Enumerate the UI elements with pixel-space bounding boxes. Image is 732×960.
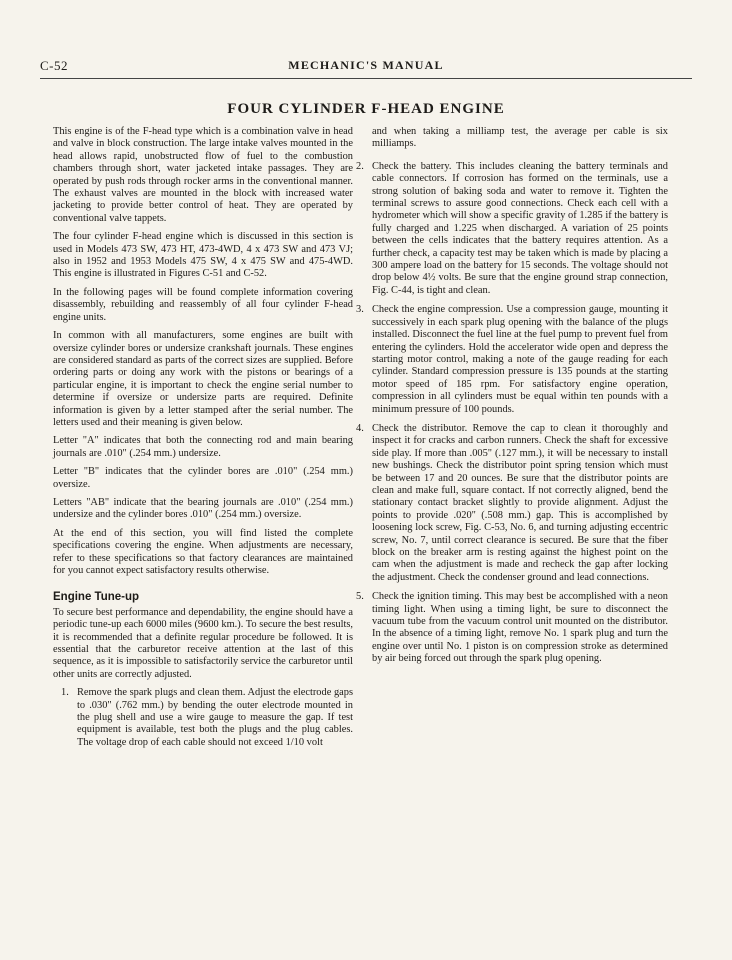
page-header	[40, 58, 692, 79]
list-item-step-5	[356, 591, 668, 665]
models-paragraph: The four cylinder F-head engine which is discussed in this section is used in Models 473 SW, 473 HT, 473-4WD, 4 x 473 SW and 473 VJ; also in 1952 and 1953 Models 475 SW, 4 x 475 SW and 475-4WD. This engine is illustrated in Figures C-51 and C-52.	[53, 231, 353, 280]
right-column	[356, 126, 668, 673]
step-1-continued: and when taking a milliamp test, the average per cable is six milliamps.	[372, 126, 668, 150]
tuneup-intro-paragraph: To secure best performance and dependability, the engine should have a periodic tune-up each 6000 miles (9600 km.). To secure the best results, it is recommended that a definite regular procedure be followed. It is essential that the carburetor receive attention at the last of this sequence, as it is impossible to satisfactorily service the carburetor until other units are correctly adjusted.	[53, 606, 353, 680]
step-text: Check the battery. This includes cleaning the battery terminals and cable connectors. If corrosion has formed on the terminals, use a strong solution of baking soda and water to remove it. Tighten the terminal screws to assure good connections. Check each cell with a hydrometer which will show a specific gravity of 1.285 if the battery is fully charged and 1.225 when discharged. A variation of 25 points between the cells indicates that the battery requires attention. As a further check, a capacity test may be taken which is made by placing a 300 ampere load on the battery for 15 seconds. The voltage should not drop below 4½ volts. Be sure that the engine ground strap connection, Fig. C-44, is tight and clean.	[372, 160, 668, 296]
letter-b-paragraph: Letter "B" indicates that the cylinder bores are .010" (.254 mm.) oversize.	[53, 466, 353, 490]
list-item-step-1	[61, 687, 353, 749]
running-head: MECHANIC'S MANUAL	[288, 58, 444, 72]
left-column	[53, 126, 353, 756]
list-item-step-3	[356, 304, 668, 416]
step-number: 4.	[356, 422, 364, 434]
list-item-step-4	[356, 423, 668, 584]
intro-paragraph: This engine is of the F-head type which is a combination valve in head and valve in block construction. The large intake valves mounted in the head allows rapid, unobstructed flow of fuel to the combustion chambers through short, water jacketed intake passages. They are operated by push rods through rocker arms in the conventional manner. The exhaust valves are mounted in the block with increased water jacketing to provide better control of heat. They are operated by conventional valve tappets.	[53, 126, 353, 224]
step-text: Check the ignition timing. This may best be accomplished with a neon timing light. When using a timing light, be sure to disconnect the vacuum tube from the vacuum control unit mounted on the distributor. In the absence of a timing light, remove No. 1 spark plug and turn the engine over until No. 1 piston is on compression stroke as determined by air being forced out through the spark plug opening.	[372, 591, 668, 665]
list-item-step-2	[356, 161, 668, 297]
page-title: FOUR CYLINDER F-HEAD ENGINE	[227, 101, 505, 117]
letter-a-paragraph: Letter "A" indicates that both the connecting rod and main bearing journals are .010" (.254 mm.) undersize.	[53, 435, 353, 459]
letters-ab-paragraph: Letters "AB" indicate that the bearing journals are .010" (.254 mm.) undersize and the cylinder bores .010" (.254 mm.) oversize.	[53, 496, 353, 521]
step-text: Check the engine compression. Use a compression gauge, mounting it successively in each spark plug opening with the balance of the plugs installed. Disconnect the fuel line at the fuel pump to prevent fuel from entering the cylinders. Hold the accelerator wide open and depress the starting motor control, making a note of the gauge reading for each cylinder. Standard compression pressure is 135 pounds at the starting motor speed of 185 rpm. For satisfactory engine operation, compression in all cylinders must be equal within ten pounds with a minimum pressure of 100 pounds.	[372, 304, 668, 415]
step-number: 5.	[356, 591, 364, 603]
step-number: 3.	[356, 304, 364, 316]
oversize-paragraph: In common with all manufacturers, some engines are built with oversize cylinder bores or undersize crankshaft journals. These engines are considered standard as parts of the correct sizes are supplied. Before ordering parts or doing any work with the pistons or bearings of a particular engine, it is important to check the engine serial number to determine if oversize or undersize parts are required. Definite information is given by a letter stamped after the serial number. The letters used and their meaning is given below.	[53, 330, 353, 428]
step-number: 1.	[61, 687, 69, 699]
coverage-paragraph: In the following pages will be found complete information covering disassembly, rebuilding and reassembly of all four cylinder F-head engine units.	[53, 286, 353, 323]
specifications-paragraph: At the end of this section, you will find listed the complete specifications covering the engine. When adjustments are necessary, refer to these specifications so that factory clearances are maintained for you cannot expect satisfactory results otherwise.	[53, 527, 353, 576]
step-text: Remove the spark plugs and clean them. Adjust the electrode gaps to .030" (.762 mm.) by bending the outer electrode mounted in the plug shell and use a wire gauge to measure the gap. If test equipment is available, test both the plugs and the plug cables. The voltage drop of each cable should not exceed 1/10 volt	[77, 687, 353, 748]
section-heading-engine-tune-up: Engine Tune-up	[53, 591, 140, 604]
page-number: C-52	[40, 58, 68, 73]
step-number: 2.	[356, 160, 364, 172]
step-text: Check the distributor. Remove the cap to clean it thoroughly and inspect it for cracks and carbon runners. Check the shaft for excessive side play. If more than .005" (.127 mm.), it will be necessary to install new bushings. Check the distributor point spring tension which must be between 17 and 20 ounces. Be sure that the distributor points are clean and make full, square contact. If not correctly aligned, bend the stationary contact bracket slightly to provide alignment. Adjust the points to provide .020" (.508 mm.) gap. This is accomplished by loosening lock screw, Fig. C-53, No. 6, and turning adjusting eccentric screw, No. 7, until correct clearance is secured. Be sure that the fiber block on the breaker arm is resting against the highest point on the cam when the adjustment is made and recheck the gap after locking the adjustment. Check the condenser ground and lead connections.	[372, 422, 668, 583]
